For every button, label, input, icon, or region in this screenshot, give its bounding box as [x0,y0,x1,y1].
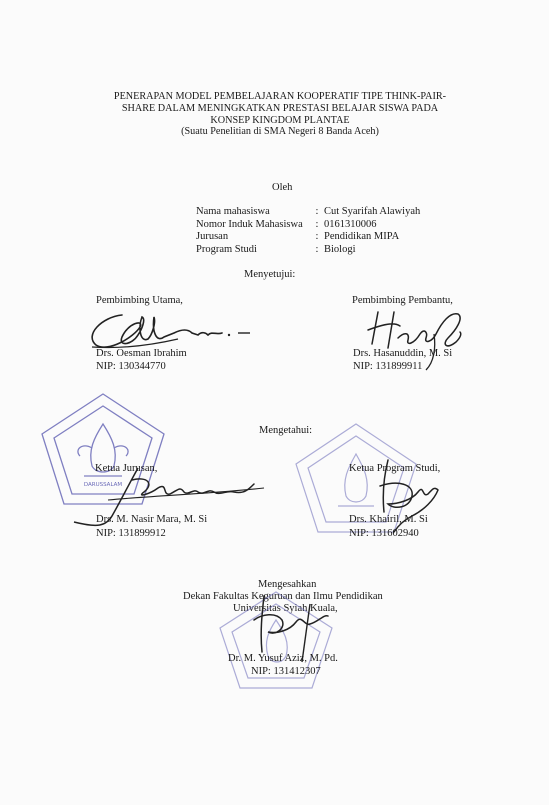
pembimbing-utama-role: Pembimbing Utama, [96,295,183,306]
info-colon: : [315,243,319,255]
info-value: Cut Syarifah Alawiyah [324,206,421,217]
ketua-prodi-name: Drs. Khairil, M. Si [349,514,428,525]
pembimbing-pembantu-name: Drs. Hasanuddin, M. Si [353,348,453,359]
info-label: Nama mahasiswa [196,206,270,217]
pembimbing-utama-nip: NIP: 130344770 [96,361,166,372]
info-colon: : [315,218,319,230]
svg-text:DARUSSALAM: DARUSSALAM [83,482,123,488]
dekan-name: Dr. M. Yusuf Aziz, M. Pd. [228,653,338,664]
university-line: Universitas Syiah Kuala, [233,603,338,614]
info-value: Pendidikan MIPA [324,231,400,243]
info-row-nim [196,219,420,232]
title-line-1: PENERAPAN MODEL PEMBELAJARAN KOOPERATIF TIPE THINK-PAIR- [113,91,447,102]
ketua-prodi-nip: NIP: 131602940 [349,528,419,539]
ketua-jurusan-role: Ketua Jurusan, [95,463,158,474]
info-label: Program Studi [196,243,257,255]
dekan-title-line: Dekan Fakultas Keguruan dan Ilmu Pendidikan [183,591,383,602]
ketua-jurusan-nip: NIP: 131899912 [96,528,166,539]
pembimbing-pembantu-nip: NIP: 131899911 [353,361,423,372]
info-label: Nomor Induk Mahasiswa [196,218,303,230]
info-value: 0161310006 [324,218,377,230]
title-subtitle: (Suatu Penelitian di SMA Negeri 8 Banda Aceh) [181,126,379,138]
dekan-nip: NIP: 131412307 [251,666,321,677]
pembimbing-pembantu-role: Pembimbing Pembantu, [352,295,453,306]
mengetahui-label: Mengetahui: [259,425,313,436]
pembimbing-utama-name: Drs. Oesman Ibrahim [96,348,187,359]
menyetujui-label: Menyetujui: [244,269,296,280]
ketua-prodi-role: Ketua Program Studi, [349,463,441,474]
info-row-prodi [196,244,420,257]
oleh-label: Oleh [272,182,293,193]
info-row-name [196,206,420,219]
info-label: Jurusan [196,231,229,243]
student-info-table [196,206,420,256]
mengesahkan-heading: Mengesahkan [258,579,317,590]
info-colon: : [315,231,319,243]
title-line-3: KONSEP KINGDOM PLANTAE [210,114,350,126]
title-line-2: SHARE DALAM MENINGKATKAN PRESTASI BELAJAR SISWA PADA [121,102,439,114]
info-colon: : [315,206,319,217]
info-value: Biologi [324,243,356,255]
info-row-jurusan [196,231,420,244]
document-title [60,91,500,138]
ketua-jurusan-name: Drs. M. Nasir Mara, M. Si [96,514,208,525]
